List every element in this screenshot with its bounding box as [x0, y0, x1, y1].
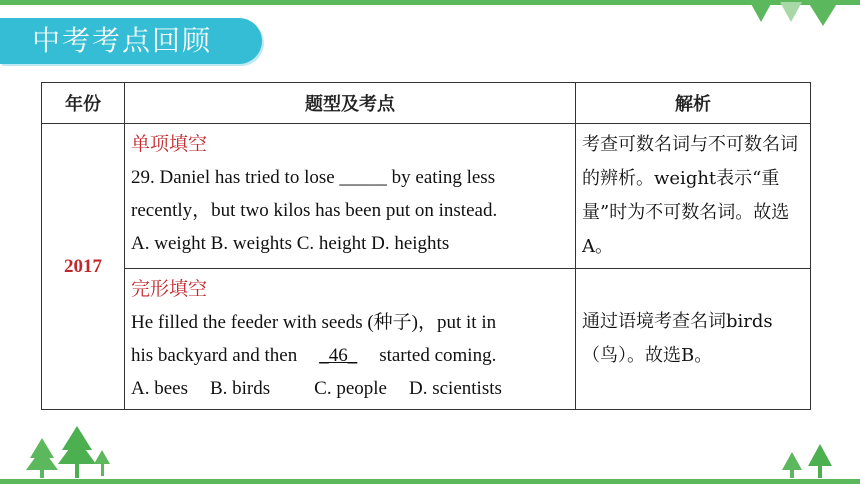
- question-cell: [125, 124, 576, 269]
- question-options: A. weight B. weights C. height D. heights: [131, 233, 450, 254]
- tree-icon: [776, 440, 836, 480]
- question-line: recently，but two kilos has been put on instead.: [131, 200, 498, 221]
- question-cell: [125, 269, 576, 410]
- analysis-cell: 通过语境考查名词birds（鸟）。故选B。: [576, 269, 811, 410]
- table-header-row: [42, 83, 811, 124]
- column-header-analysis: 解析: [576, 83, 811, 124]
- table-row: [42, 269, 811, 410]
- question-type: 完形填空: [131, 279, 208, 300]
- option-c: C. people: [314, 378, 387, 399]
- analysis-cell: 考查可数名词与不可数名词的辨析。weight表示“重量”时为不可数名词。故选A。: [576, 124, 811, 269]
- tree-icon: [22, 424, 112, 480]
- question-type: 单项填空: [131, 134, 208, 155]
- page-title: 中考考点回顾: [32, 24, 213, 57]
- bottom-green-bar: [0, 479, 860, 484]
- blank-number: _46_: [319, 345, 358, 366]
- option-d: D. scientists: [409, 378, 502, 399]
- decorative-triangles: [750, 2, 840, 26]
- table-row: [42, 124, 811, 269]
- review-table: [41, 82, 811, 410]
- question-text: started coming.: [379, 345, 497, 366]
- question-line: He filled the feeder with seeds (种子)，put it in: [131, 312, 497, 333]
- question-line: 29. Daniel has tried to lose _____ by eating less: [131, 167, 496, 188]
- top-green-bar: [0, 0, 860, 5]
- question-line: [131, 339, 569, 372]
- column-header-question: 题型及考点: [125, 83, 576, 124]
- question-options: [131, 372, 569, 405]
- question-text: his backyard and then: [131, 345, 298, 366]
- year-cell: 2017: [42, 124, 125, 410]
- column-header-year: 年份: [42, 83, 125, 124]
- option-b: B. birds: [209, 378, 271, 399]
- option-a: A. bees: [131, 378, 188, 399]
